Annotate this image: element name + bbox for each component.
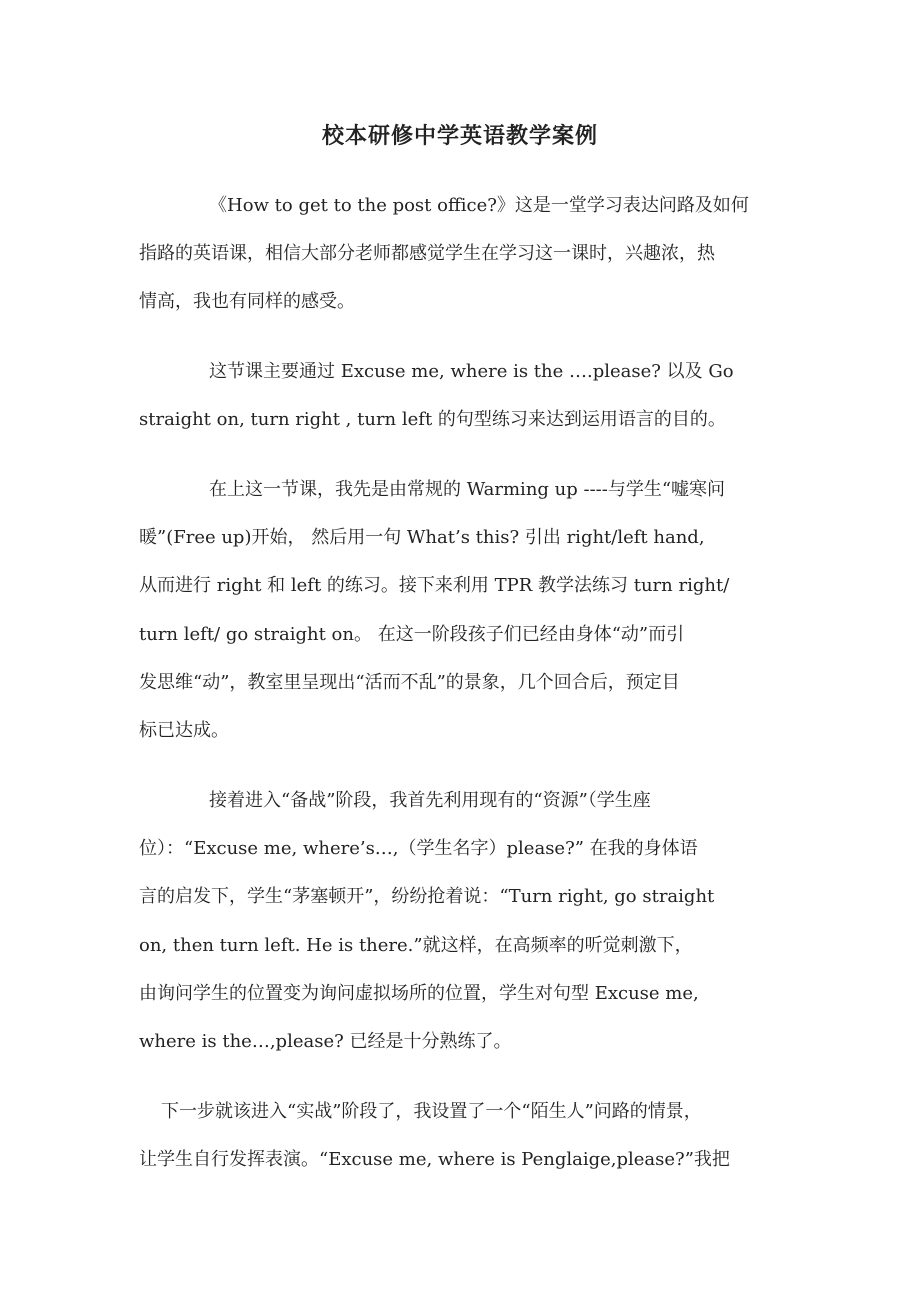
text-line: 由询问学生的位置变为询问虚拟场所的位置，学生对句型 Excuse me, <box>139 982 699 1004</box>
text-line: 从而进行 right 和 left 的练习。接下来利用 TPR 教学法练习 turn right/ <box>139 575 730 597</box>
paragraph-5 <box>139 1088 805 1184</box>
document-title: 校本研修中学英语教学案例 <box>321 123 598 149</box>
text-line: 这节课主要通过 Excuse me, where is the ….please? 以及 Go <box>209 361 734 382</box>
text-line: 发思维“动”，教室里呈现出“活而不乱”的景象，几个回合后，预定目 <box>139 671 680 693</box>
text-line: 言的启发下，学生“茅塞顿开”，纷纷抢着说：“Turn right, go straight <box>139 886 715 908</box>
text-line: 接着进入“备战”阶段，我首先利用现有的“资源”（学生座 <box>209 790 651 811</box>
text-line: 暖”(Free up)开始， 然后用一句 What’s this? 引出 right/left hand, <box>139 527 705 549</box>
text-line: 位）：“Excuse me, where’s…,（学生名字）please?” 在我的身体语 <box>139 838 698 860</box>
text-line: on, then turn left. He is there.”就这样，在高频率的听觉刺激下， <box>139 934 693 956</box>
paragraph-2 <box>139 348 805 444</box>
text-line: where is the…,please? 已经是十分熟练了。 <box>139 1031 512 1053</box>
paragraph-1 <box>139 182 805 327</box>
text-line: 指路的英语课，相信大部分老师都感觉学生在学习这一课时，兴趣浓，热 <box>139 243 715 265</box>
text-line: straight on, turn right , turn left 的句型练习来达到运用语言的目的。 <box>139 409 726 431</box>
text-line: 下一步就该进入“实战”阶段了，我设置了一个“陌生人”问路的情景， <box>161 1101 702 1122</box>
text-line: 在上这一节课，我先是由常规的 Warming up ----与学生“嘘寒问 <box>209 479 726 500</box>
text-line: 标已达成。 <box>139 720 229 742</box>
text-line: turn left/ go straight on。 在这一阶段孩子们已经由身体“动”而引 <box>139 623 685 645</box>
paragraph-4 <box>139 777 805 1066</box>
paragraph-3 <box>139 466 805 755</box>
text-line: 《How to get to the post office?》这是一堂学习表达问路及如何 <box>209 195 749 216</box>
text-line: 让学生自行发挥表演。“Excuse me, where is Penglaige,please?”我把 <box>139 1149 730 1171</box>
text-line: 情高，我也有同样的感受。 <box>139 291 355 313</box>
